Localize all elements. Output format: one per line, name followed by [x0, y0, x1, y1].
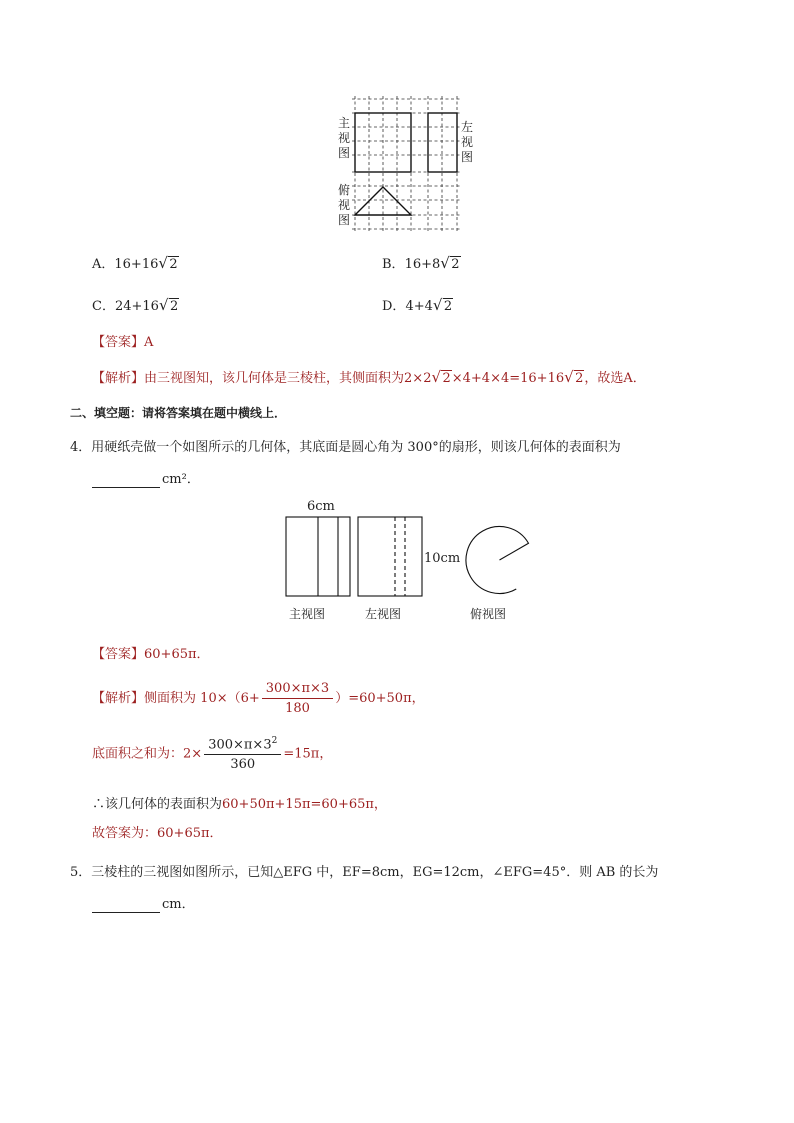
q4-caption-top: 俯视图: [470, 607, 507, 621]
q3-answer: 【答案】A: [92, 335, 154, 350]
q4-top-view-sector: [466, 526, 529, 593]
q3-analysis: 【解析】由三视图知，该几何体是三棱柱，其侧面积为2×2√ 2×4+4×4=16+16√ 2，故选A．: [92, 367, 646, 386]
q4-analysis-line2: 底面积之和为：2× $\frac{300\times\pi\times 3^2}{360}$ =15π，: [92, 736, 333, 773]
q4-height-label: 10cm: [424, 551, 461, 566]
q4-answer: 【答案】60+65π．: [92, 647, 210, 662]
fraction: $\frac{300\times\pi\times 3}{180}$: [262, 681, 333, 716]
option-a: A．16+16√ 2: [92, 253, 179, 272]
answer-blank: [92, 897, 160, 913]
sqrt-symbol: √ 2: [565, 371, 584, 386]
q4-width-label: 6cm: [307, 499, 335, 514]
sqrt-symbol: √ 2: [432, 371, 451, 386]
sqrt-symbol: √ 2: [159, 257, 178, 272]
left-view-rect: [428, 113, 457, 172]
sqrt-symbol: √ 2: [160, 299, 179, 314]
q4-caption-left: 左视图: [365, 607, 402, 621]
three-view-grid-figure: [352, 96, 460, 232]
sqrt-symbol: √ 2: [434, 299, 453, 314]
answer-blank: [92, 472, 160, 488]
sqrt-symbol: √ 2: [441, 257, 460, 272]
front-view-label: 主 视 图: [338, 116, 351, 160]
option-d: D．4+4√ 2: [382, 295, 453, 314]
q4-caption-front: 主视图: [289, 607, 326, 621]
option-c: C．24+16√ 2: [92, 295, 179, 314]
option-b: B．16+8√ 2: [382, 253, 461, 272]
q4-analysis-line1: 【解析】侧面积为 10×（6+ $\frac{300\times\pi\times 3}{180}$ ）=60+50π，: [92, 681, 425, 716]
left-view-label: 左 视 图: [461, 120, 474, 164]
fraction: $\frac{300\times\pi\times 3^2}{360}$: [204, 736, 281, 772]
q4-analysis-line3: ∴该几何体的表面积为60+50π+15π=60+65π，: [92, 797, 387, 812]
top-view-label: 俯 视 图: [338, 183, 351, 227]
q5-stem: 5．三棱柱的三视图如图所示，已知△EFG 中，EF=8cm，EG=12cm，∠EFG=45°．则 AB 的长为: [70, 865, 659, 880]
grid-lines: [352, 96, 460, 232]
q5-blank-line: cm．: [92, 893, 195, 913]
q4-stem: 4．用硬纸壳做一个如图所示的几何体，其底面是圆心角为 300°的扇形，则该几何体的表面积为: [70, 440, 621, 455]
q4-left-view: [358, 517, 422, 596]
q4-analysis-line4: 故答案为：60+65π．: [92, 826, 223, 841]
q4-blank-line: cm²．: [92, 468, 200, 488]
section-title: 二、填空题：请将答案填在题中横线上．: [70, 406, 287, 420]
